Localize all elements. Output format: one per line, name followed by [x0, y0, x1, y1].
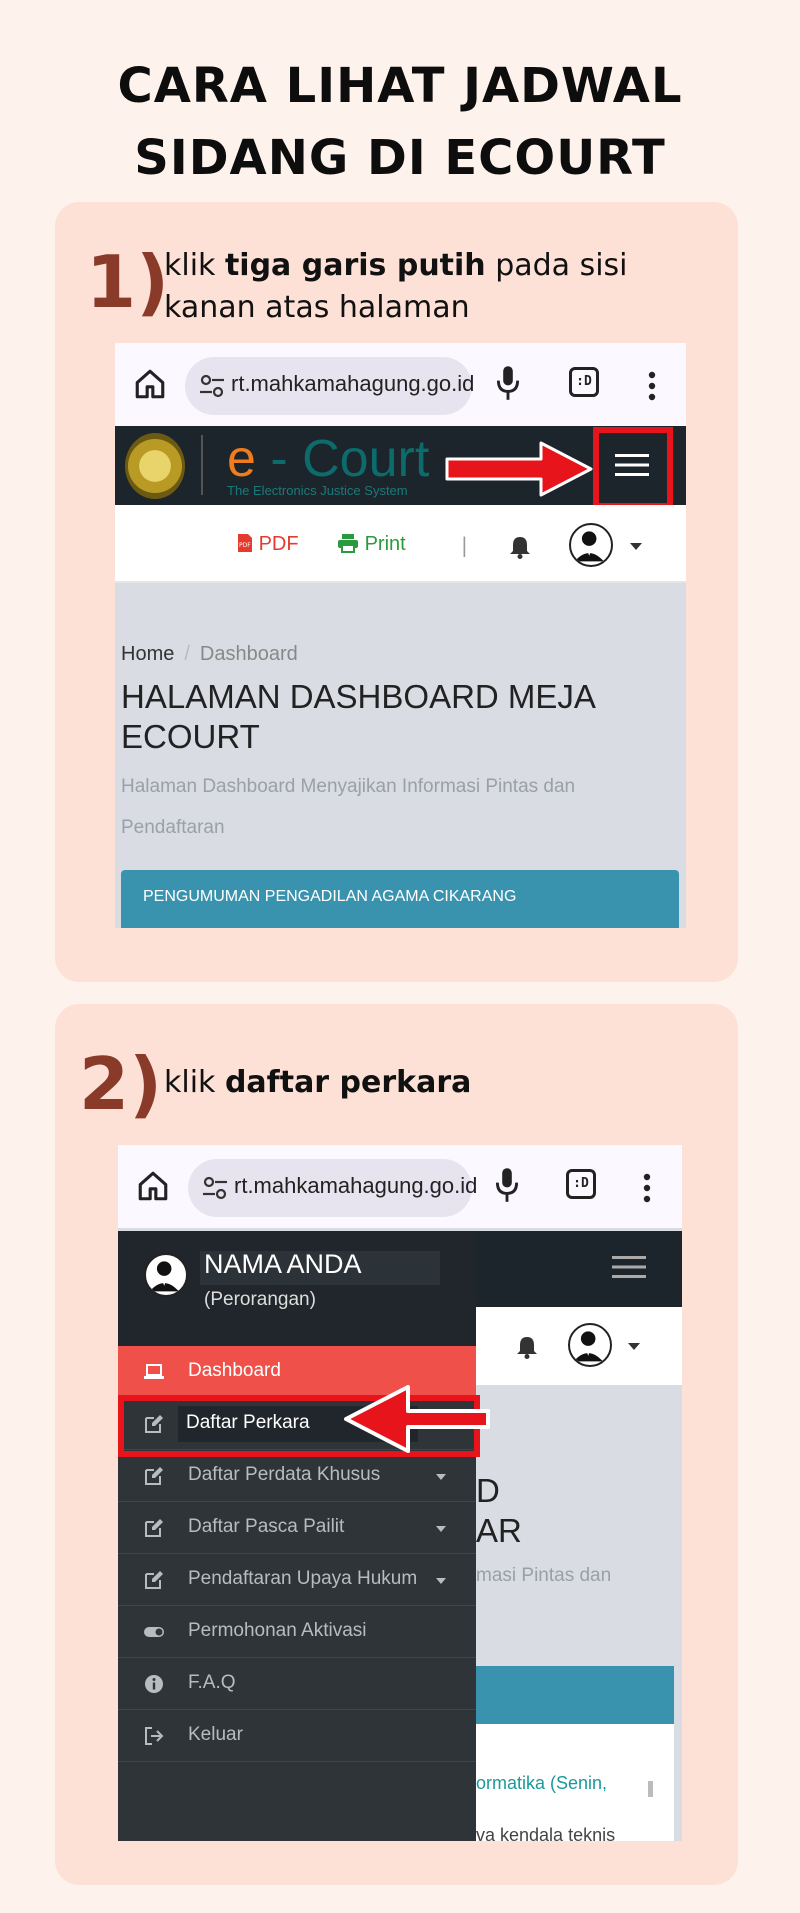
url-text: rt.mahkamahagung.go.id — [234, 1173, 478, 1198]
site-settings-icon[interactable] — [199, 374, 225, 398]
tab-switcher-button[interactable]: :D — [569, 367, 599, 397]
pdf-button[interactable] — [237, 533, 299, 556]
title-line-2: SIDANG DI ECOURT — [134, 130, 666, 186]
pointer-arrow-left — [342, 1383, 492, 1455]
user-avatar[interactable] — [569, 523, 613, 567]
browser-toolbar — [118, 1145, 682, 1228]
more-options-icon[interactable] — [643, 1173, 651, 1203]
chevron-down-icon — [436, 1526, 446, 1532]
ecourt-logo-text: e - Court — [227, 430, 430, 488]
chevron-down-icon[interactable] — [628, 1343, 640, 1350]
notification-bell-icon[interactable] — [509, 535, 531, 559]
scrollbar-thumb[interactable] — [648, 1781, 653, 1797]
chevron-down-icon — [436, 1474, 446, 1480]
step-2-emphasis: daftar perkara — [224, 1065, 472, 1100]
page-title-partial: D AR — [476, 1472, 522, 1549]
user-avatar[interactable] — [568, 1323, 612, 1367]
court-emblem-logo — [125, 433, 185, 499]
nav-item-daftar-perkara[interactable]: Daftar Perkara — [118, 1398, 476, 1450]
microphone-icon[interactable] — [493, 365, 523, 401]
chevron-down-icon[interactable] — [630, 543, 642, 550]
hamburger-menu-icon[interactable] — [612, 1255, 646, 1279]
step-1-emphasis: tiga garis putih — [224, 248, 486, 283]
highlight-box-menu — [593, 427, 673, 509]
printer-icon — [337, 533, 359, 553]
microphone-icon[interactable] — [492, 1167, 522, 1203]
person-icon — [146, 1255, 186, 1295]
pdf-label: PDF — [258, 533, 299, 555]
notification-bell-icon[interactable] — [516, 1335, 538, 1359]
nav-item-daftar-perdata-khusus[interactable]: Daftar Perdata Khusus — [118, 1450, 476, 1502]
title-line-1: CARA LIHAT JADWAL — [117, 58, 683, 114]
tab-switcher-button[interactable]: :D — [566, 1169, 596, 1199]
ecourt-header — [474, 1231, 682, 1307]
page-subtitle: Halaman Dashboard Menyajikan Informasi Pintas dan Pendaftaran — [121, 776, 576, 838]
toggle-icon — [144, 1622, 164, 1642]
address-bar[interactable] — [185, 357, 475, 415]
pointer-arrow-right — [445, 441, 593, 497]
address-bar[interactable] — [188, 1159, 478, 1217]
infographic-title — [0, 50, 800, 194]
breadcrumb: Home / Dashboard — [121, 643, 298, 665]
nav-item-dashboard[interactable]: Dashboard — [118, 1346, 476, 1398]
step-1-instruction: klik tiga garis putih pada sisi kanan atas halaman — [164, 248, 628, 325]
nav-item-permohonan-aktivasi[interactable]: Permohonan Aktivasi — [118, 1606, 476, 1658]
nav-item-pendaftaran-upaya-hukum[interactable]: Pendaftaran Upaya Hukum — [118, 1554, 476, 1606]
toolbar-separator: | — [461, 533, 468, 557]
person-icon — [571, 525, 611, 565]
breadcrumb-home[interactable]: Home — [121, 643, 175, 665]
svg-text:PDF: PDF — [239, 542, 251, 549]
chevron-down-icon — [436, 1578, 446, 1584]
nav-item-faq[interactable]: F.A.Q — [118, 1658, 476, 1710]
logout-icon — [144, 1726, 164, 1746]
user-name: NAMA ANDA — [204, 1249, 362, 1279]
sidebar-user-panel — [118, 1231, 476, 1346]
announcement-text: va kendala teknis — [476, 1825, 616, 1841]
edit-icon — [144, 1466, 164, 1486]
page-subtitle-partial: masi Pintas dan — [476, 1565, 612, 1586]
step-2-number: 2) — [79, 1042, 163, 1126]
logo-divider — [201, 435, 203, 495]
print-button[interactable] — [337, 533, 406, 556]
announcement-banner[interactable]: PENGUMUMAN PENGADILAN AGAMA CIKARANG — [121, 870, 679, 928]
home-icon[interactable] — [133, 367, 167, 401]
nav-item-daftar-pasca-pailit[interactable]: Daftar Pasca Pailit — [118, 1502, 476, 1554]
laptop-icon — [144, 1362, 164, 1382]
nav-item-keluar[interactable]: Keluar — [118, 1710, 476, 1762]
announcement-link[interactable]: ormatika (Senin, — [476, 1773, 608, 1793]
screenshot-step-1 — [115, 343, 686, 928]
person-icon — [570, 1325, 610, 1365]
step-1-number: 1) — [86, 240, 170, 324]
print-label: Print — [364, 533, 406, 555]
edit-icon — [144, 1570, 164, 1590]
pdf-icon — [237, 533, 253, 553]
browser-toolbar — [115, 343, 686, 426]
sidebar-menu — [118, 1231, 476, 1841]
breadcrumb-current: Dashboard — [199, 643, 298, 665]
edit-icon — [144, 1518, 164, 1538]
page-title: HALAMAN DASHBOARD MEJA ECOURT — [121, 678, 595, 755]
user-role: (Perorangan) — [204, 1289, 316, 1310]
step-2-instruction: klik daftar perkara — [164, 1065, 472, 1100]
info-icon — [144, 1674, 164, 1694]
screenshot-step-2 — [118, 1145, 682, 1841]
home-icon[interactable] — [136, 1169, 170, 1203]
more-options-icon[interactable] — [648, 371, 656, 401]
sidebar-avatar — [144, 1253, 188, 1297]
ecourt-tagline: The Electronics Justice System — [227, 483, 408, 498]
site-settings-icon[interactable] — [202, 1176, 228, 1200]
announcement-banner — [474, 1666, 674, 1724]
url-text: rt.mahkamahagung.go.id — [231, 371, 475, 396]
